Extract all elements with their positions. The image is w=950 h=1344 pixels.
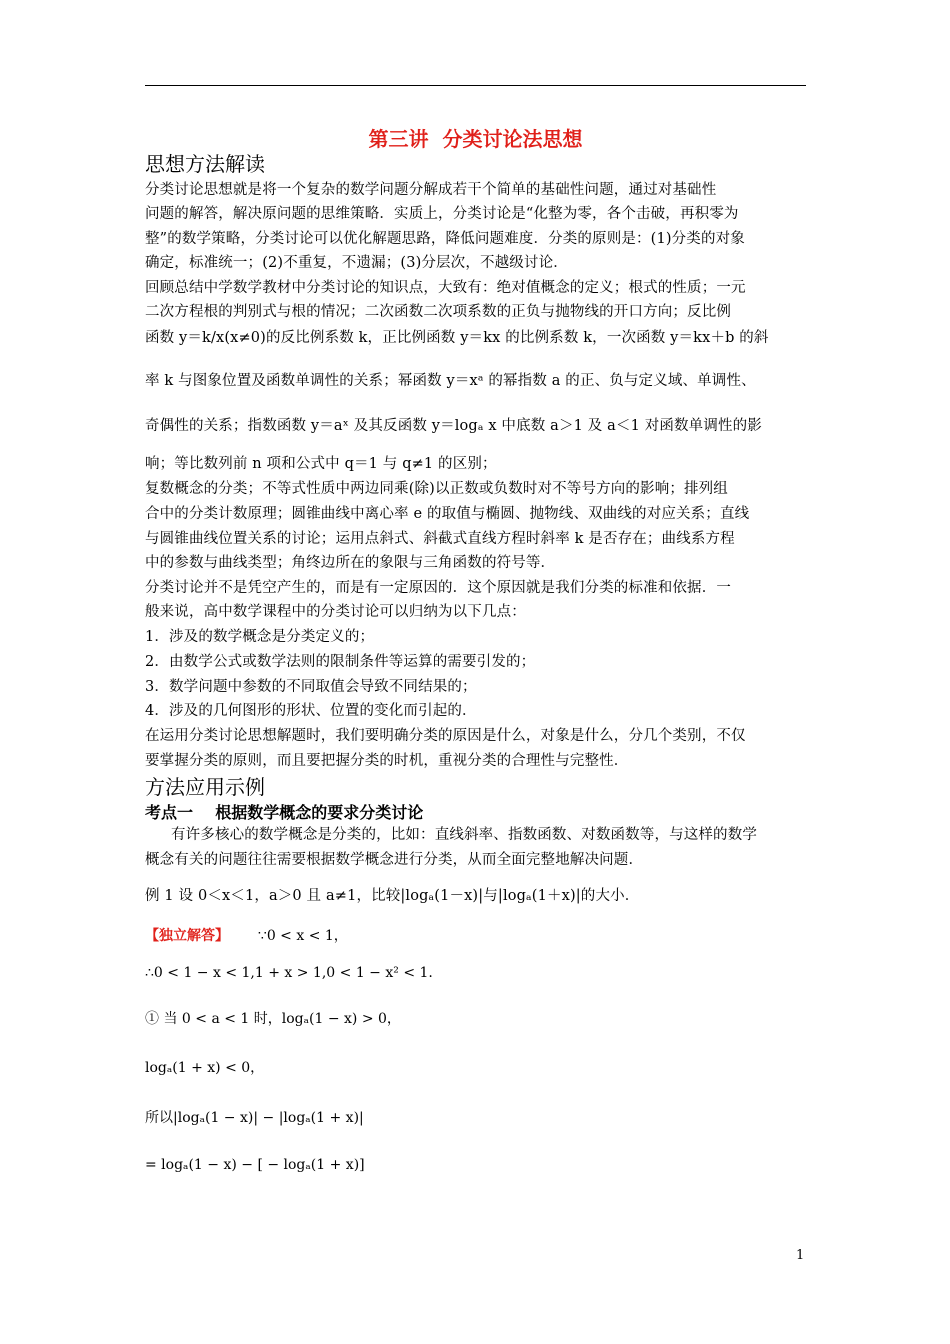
page-number: 1 [796, 1248, 805, 1263]
para1-line-1: 分类讨论思想就是将一个复杂的数学问题分解成若干个简单的基础性问题，通过对基础性 [145, 182, 717, 198]
para3-line-2: 合中的分类计数原理；圆锥曲线中离心率 e 的取值与椭圆、抛物线、双曲线的对应关系；直线 [145, 506, 750, 522]
header-rule [145, 85, 806, 86]
para1-line-2: 问题的解答，解决原问题的思维策略．实质上，分类讨论是“化整为零，各个击破，再积零为 [145, 206, 739, 222]
page-title: 第三讲 分类讨论法思想 [368, 127, 583, 151]
section-heading-method-reading: 思想方法解读 [145, 152, 265, 176]
para2-line-1: 回顾总结中学数学教材中分类讨论的知识点，大致有：绝对值概念的定义；根式的性质；一元 [145, 280, 746, 296]
para5-line-1: 在运用分类讨论思想解题时，我们要明确分类的原因是什么，对象是什么，分几个类别，不仅 [145, 728, 746, 744]
para6-line-1: 有许多核心的数学概念是分类的，比如：直线斜率、指数函数、对数函数等，与这样的数学 [171, 827, 757, 843]
para5-line-2: 要掌握分类的原则，而且要把握分类的时机，重视分类的合理性与完整性． [145, 753, 629, 769]
section-heading-examples: 方法应用示例 [145, 775, 265, 799]
list-item-4: 4．涉及的几何图形的形状、位置的变化而引起的． [145, 703, 477, 719]
para6-line-2: 概念有关的问题往往需要根据数学概念进行分类，从而全面完整地解决问题． [145, 852, 644, 868]
para2-line-2: 二次方程根的判别式与根的情况；二次函数二次项系数的正负与抛物线的开口方向；反比例 [145, 304, 731, 320]
solution-text-1: ∵0 < x < 1， [257, 928, 348, 944]
list-item-2: 2．由数学公式或数学法则的限制条件等运算的需要引发的； [145, 654, 536, 670]
solution-line-2: ∴0 < 1 − x < 1,1 + x > 1,0 < 1 − x² < 1. [145, 965, 433, 981]
para2-line-5: 奇偶性的关系；指数函数 y＝aˣ 及其反函数 y＝logₐ x 中底数 a＞1 及 a＜1 对函数单调性的影 [145, 418, 762, 434]
kaodian-heading: 考点一 根据数学概念的要求分类讨论 [145, 803, 424, 822]
para3-line-3: 与圆锥曲线位置关系的讨论；运用点斜式、斜截式直线方程时斜率 k 是否存在；曲线系方程 [145, 531, 735, 547]
para2-line-6: 响；等比数列前 n 项和公式中 q＝1 与 q≠1 的区别； [145, 456, 497, 472]
solution-label: 【独立解答】 [145, 928, 229, 944]
solution-line-6: = logₐ(1 − x) − [ − logₐ(1 + x)] [145, 1157, 365, 1173]
example-1: 例 1 设 0＜x＜1，a＞0 且 a≠1，比较|logₐ(1－x)|与|logₐ(1＋x)|的大小． [145, 888, 640, 904]
solution-line-3: ① 当 0 < a < 1 时，logₐ(1 − x) > 0， [145, 1011, 401, 1027]
para1-line-3: 整”的数学策略，分类讨论可以优化解题思路，降低问题难度．分类的原则是：(1)分类的对象 [145, 231, 745, 247]
solution-line-4: logₐ(1 + x) < 0， [145, 1060, 265, 1076]
para2-line-4: 率 k 与图象位置及函数单调性的关系；幂函数 y＝xᵃ 的幂指数 a 的正、负与定义域、单调性、 [145, 373, 756, 389]
para2-line-3: 函数 y＝k/x(x≠0)的反比例系数 k，正比例函数 y＝kx 的比例系数 k，一次函数 y＝kx＋b 的斜 [145, 330, 769, 346]
list-item-3: 3．数学问题中参数的不同取值会导致不同结果的； [145, 679, 477, 695]
para3-line-1: 复数概念的分类；不等式性质中两边同乘(除)以正数或负数时对不等号方向的影响；排列组 [145, 481, 728, 497]
para4-line-2: 般来说，高中数学课程中的分类讨论可以归纳为以下几点： [145, 604, 526, 620]
para1-line-4: 确定，标准统一；(2)不重复，不遗漏；(3)分层次，不越级讨论． [145, 255, 568, 271]
solution-line-1 [145, 925, 348, 945]
solution-line-5: 所以|logₐ(1 − x)| − |logₐ(1 + x)| [145, 1110, 364, 1126]
para3-line-4: 中的参数与曲线类型；角终边所在的象限与三角函数的符号等． [145, 555, 556, 571]
list-item-1: 1．涉及的数学概念是分类定义的； [145, 629, 375, 645]
para4-line-1: 分类讨论并不是凭空产生的，而是有一定原因的．这个原因就是我们分类的标准和依据．一 [145, 580, 731, 596]
